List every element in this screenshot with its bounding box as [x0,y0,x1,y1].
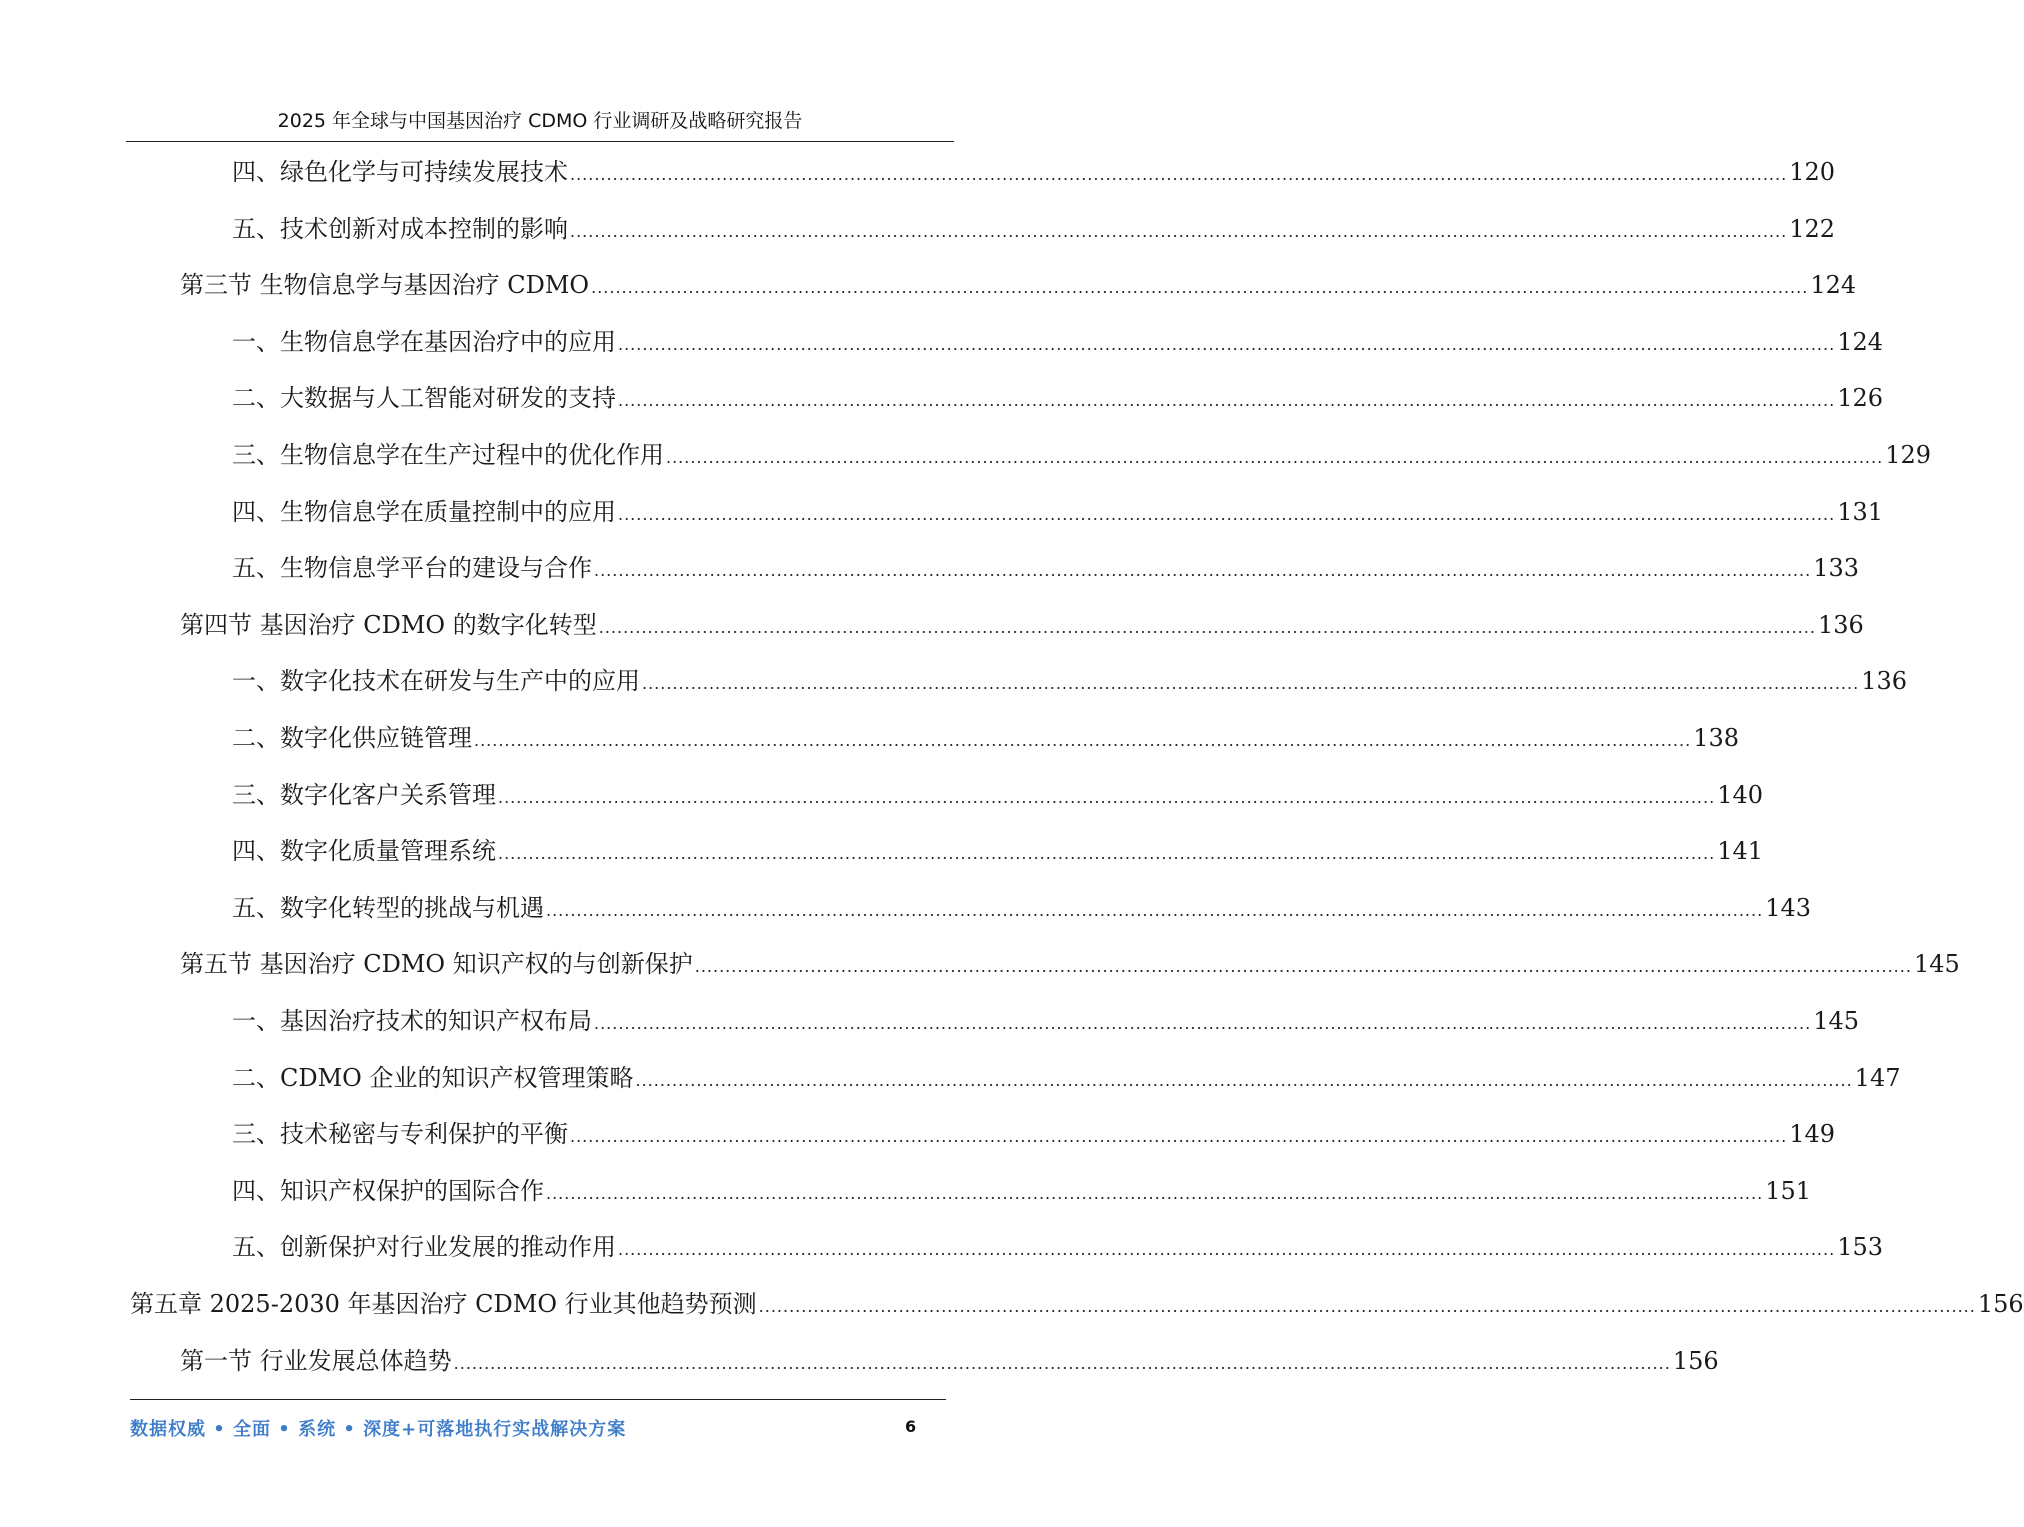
toc-entry-label: 二、数字化供应链管理 [232,724,472,752]
toc-entry-item[interactable] [232,1001,1859,1041]
toc-entry-section[interactable] [180,265,1857,305]
toc-entry-page: 143 [1765,893,1811,922]
toc-leader-dots: ........................................................................................................................................................................................................ [546,900,1764,920]
toc-entry-page: 153 [1837,1233,1883,1262]
toc-leader-dots: ........................................................................................................................................................................................................ [570,221,1788,241]
toc-entry-item[interactable] [232,775,1763,815]
toc-entry-label: 一、基因治疗技术的知识产权布局 [232,1007,592,1035]
toc-entry-page: 131 [1837,497,1883,526]
toc-entry-item[interactable] [232,1114,1835,1154]
toc-leader-dots: ........................................................................................................................................................................................................ [594,1014,1812,1033]
toc-leader-dots: ........................................................................................................................................................................................................ [546,1183,1764,1203]
toc-entry-page: 133 [1813,554,1859,583]
toc-entry-label: 一、数字化技术在研发与生产中的应用 [232,667,640,696]
toc-entry-label: 四、绿色化学与可持续发展技术 [232,158,568,186]
toc-entry-item[interactable] [232,1058,1901,1098]
page-number: 6 [905,1417,917,1436]
toc-entry-page: 145 [1913,950,1960,979]
toc-entry-item[interactable] [232,152,1835,192]
report-title: 2025 年全球与中国基因治疗 CDMO 行业调研及战略研究报告 [277,110,803,132]
toc-entry-chapter[interactable] [130,1284,2024,1324]
toc-leader-dots: ........................................................................................................................................................................................................ [642,674,1860,694]
toc-entry-label: 五、创新保护对行业发展的推动作用 [232,1233,616,1262]
toc-entry-section[interactable] [180,944,1960,984]
toc-entry-page: 136 [1817,610,1864,639]
toc-entry-item[interactable] [232,888,1811,928]
toc-entry-item[interactable] [232,209,1835,249]
toc-entry-label: 三、技术秘密与专利保护的平衡 [232,1120,568,1149]
toc-entry-page: 126 [1837,384,1883,413]
toc-leader-dots: ........................................................................................................................................................................................................ [498,787,1716,807]
toc-entry-label: 五、技术创新对成本控制的影响 [232,214,568,243]
toc-entry-label: 第五节 基因治疗 CDMO 知识产权的与创新保护 [180,950,693,979]
toc-entry-label: 四、数字化质量管理系统 [232,837,496,866]
toc-entry-label: 二、CDMO 企业的知识产权管理策略 [232,1063,634,1092]
toc-entry-label: 四、知识产权保护的国际合作 [232,1176,544,1205]
toc-leader-dots: ........................................................................................................................................................................................................ [618,334,1836,354]
toc-leader-dots: ........................................................................................................................................................................................................ [635,1070,1853,1090]
toc-leader-dots: ........................................................................................................................................................................................................ [498,844,1716,864]
toc-entry-page: 124 [1810,271,1857,300]
toc-entry-label: 三、生物信息学在生产过程中的优化作用 [232,441,664,469]
toc-leader-dots: ........................................................................................................................................................................................................ [666,448,1884,467]
toc-leader-dots: ........................................................................................................................................................................................................ [474,731,1692,750]
toc-leader-dots: ........................................................................................................................................................................................................ [570,165,1788,184]
toc-entry-item[interactable] [232,1171,1811,1211]
toc-entry-item[interactable] [232,718,1739,758]
toc-entry-page: 129 [1885,441,1931,469]
toc-entry-label: 四、生物信息学在质量控制中的应用 [232,497,616,526]
toc-entry-page: 138 [1693,724,1739,752]
toc-entry-page: 156 [1672,1346,1719,1375]
toc-entry-page: 124 [1837,327,1883,356]
toc-leader-dots: ........................................................................................................................................................................................................ [618,1240,1836,1260]
toc-leader-dots: ........................................................................................................................................................................................................ [758,1297,1976,1316]
toc-entry-item[interactable] [232,322,1883,362]
toc-leader-dots: ........................................................................................................................................................................................................ [618,504,1836,524]
footer-slogan: 数据权威 • 全面 • 系统 • 深度+可落地执行实战解决方案 [130,1419,627,1440]
toc-entry-label: 第一节 行业发展总体趋势 [180,1346,452,1375]
toc-leader-dots: ........................................................................................................................................................................................................ [591,278,1809,298]
toc-entry-item[interactable] [232,378,1883,418]
toc-entry-label: 五、数字化转型的挑战与机遇 [232,893,544,922]
toc-entry-label: 二、大数据与人工智能对研发的支持 [232,384,616,413]
toc-entry-page: 151 [1765,1176,1811,1205]
toc-leader-dots: ........................................................................................................................................................................................................ [570,1127,1788,1147]
toc-entry-page: 149 [1789,1120,1835,1149]
toc-leader-dots: ........................................................................................................................................................................................................ [594,561,1812,581]
toc-entry-page: 120 [1789,158,1835,186]
toc-leader-dots: ........................................................................................................................................................................................................ [453,1353,1671,1373]
toc-entry-page: 136 [1861,667,1907,696]
toc-entry-label: 一、生物信息学在基因治疗中的应用 [232,327,616,356]
toc-entry-label: 第五章 2025-2030 年基因治疗 CDMO 行业其他趋势预测 [130,1290,757,1318]
toc-entry-label: 三、数字化客户关系管理 [232,780,496,809]
toc-entry-page: 140 [1717,780,1763,809]
toc-entry-page: 147 [1854,1063,1901,1092]
toc-leader-dots: ........................................................................................................................................................................................................ [598,617,1816,637]
footer-divider [130,1399,946,1400]
toc-entry-page: 145 [1813,1007,1859,1035]
toc-entry-label: 五、生物信息学平台的建设与合作 [232,554,592,583]
toc-entry-page: 141 [1717,837,1763,866]
toc-leader-dots: ........................................................................................................................................................................................................ [618,391,1836,411]
toc-leader-dots: ........................................................................................................................................................................................................ [694,957,1912,977]
toc-entry-item[interactable] [232,548,1859,588]
toc-entry-section[interactable] [180,1341,1719,1381]
toc-entry-page: 122 [1789,214,1835,243]
toc-entry-item[interactable] [232,492,1883,532]
toc-entry-item[interactable] [232,1227,1883,1267]
toc-entry-section[interactable] [180,605,1864,645]
toc-entry-label: 第四节 基因治疗 CDMO 的数字化转型 [180,610,597,639]
toc-entry-label: 第三节 生物信息学与基因治疗 CDMO [180,271,590,300]
toc-entry-item[interactable] [232,435,1931,475]
toc-entry-item[interactable] [232,661,1907,701]
toc-entry-item[interactable] [232,831,1763,871]
toc-entry-page: 156 [1977,1290,2024,1318]
